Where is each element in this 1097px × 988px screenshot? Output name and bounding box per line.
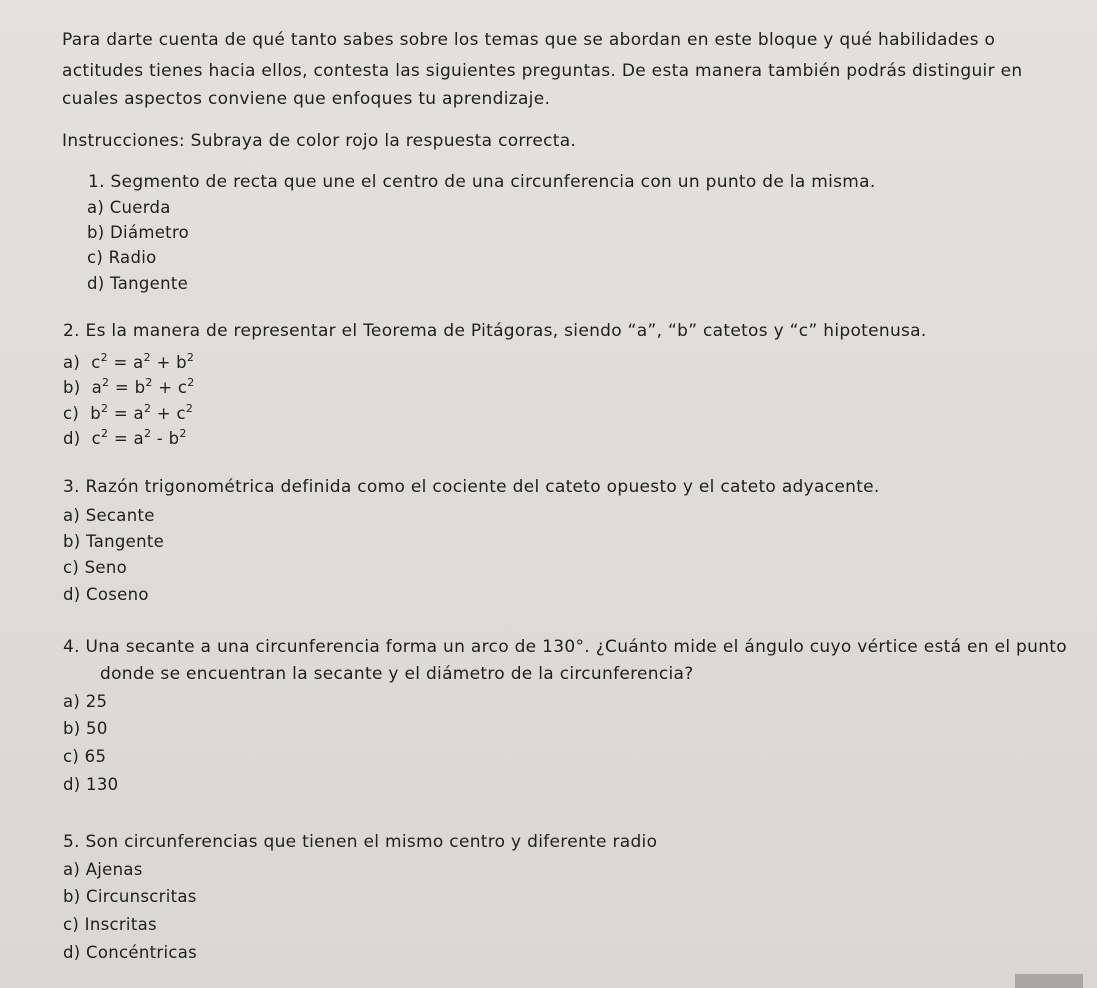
- exponent: 2: [143, 427, 152, 440]
- q5-option-d[interactable]: d) Concéntricas: [63, 943, 198, 962]
- q4-option-a[interactable]: a) 25: [63, 692, 108, 711]
- q3-option-c[interactable]: c) Seno: [63, 558, 128, 577]
- formula-term: c: [91, 429, 101, 448]
- q3-option-b[interactable]: b) Tangente: [63, 532, 165, 551]
- formula-term: b: [90, 404, 101, 423]
- formula-term: c: [177, 378, 188, 397]
- formula-term: b: [134, 378, 146, 397]
- formula-operator: +: [156, 353, 171, 372]
- formula-term: a: [133, 353, 144, 372]
- q2-option-a[interactable]: a) $c^2 = a^2 + b^2$: [63, 351, 195, 372]
- exponent: 2: [186, 351, 195, 364]
- q2-option-c[interactable]: c) $b^2 = a^2 + c^2$: [63, 402, 194, 423]
- formula-term: c: [91, 353, 101, 372]
- intro-line-2: actitudes tienes hacia ellos, contesta las siguientes preguntas. De esta manera también podrás distinguir en: [62, 61, 1023, 81]
- exponent: 2: [102, 376, 110, 389]
- formula-term: b: [168, 429, 180, 448]
- exponent: 2: [143, 402, 152, 415]
- q1-option-d[interactable]: d) Tangente: [87, 274, 189, 293]
- q5-option-a[interactable]: a) Ajenas: [63, 860, 143, 879]
- formula-term: a: [91, 378, 103, 397]
- formula-term: a: [133, 429, 144, 448]
- q3-option-d[interactable]: d) Coseno: [63, 585, 149, 604]
- question-2: 2. Es la manera de representar el Teorema de Pitágoras, siendo “a”, “b” catetos y “c” hipotenusa.: [63, 321, 927, 341]
- page-corner-shadow: [1015, 974, 1083, 988]
- exponent: 2: [187, 376, 195, 389]
- exponent: 2: [185, 402, 194, 415]
- formula-term: b: [176, 353, 187, 372]
- intro-line-1: Para darte cuenta de qué tanto sabes sobre los temas que se abordan en este bloque y qué habilidades o: [62, 30, 996, 50]
- question-5: 5. Son circunferencias que tienen el mismo centro y diferente radio: [63, 832, 658, 852]
- q1-option-c[interactable]: c) Radio: [87, 248, 157, 267]
- formula-operator: -: [156, 429, 164, 448]
- instructions: Instrucciones: Subraya de color rojo la respuesta correcta.: [62, 131, 577, 151]
- q2-option-b[interactable]: b) $a^2 = b^2 + c^2$: [63, 376, 195, 397]
- q4-option-d[interactable]: d) 130: [63, 775, 119, 794]
- q2-option-d[interactable]: d) $c^2 = a^2 - b^2$: [63, 427, 187, 448]
- q2-option-b-label: b): [63, 378, 81, 397]
- q4-option-c[interactable]: c) 65: [63, 747, 107, 766]
- q5-option-b[interactable]: b) Circunscritas: [63, 887, 197, 906]
- intro-line-3: cuales aspectos conviene que enfoques tu aprendizaje.: [62, 89, 551, 109]
- q4-option-b[interactable]: b) 50: [63, 719, 108, 738]
- question-4-line-1: 4. Una secante a una circunferencia forma un arco de 130°. ¿Cuánto mide el ángulo cuyo vértice está en el punto: [63, 637, 1067, 657]
- exponent: 2: [100, 427, 109, 440]
- exponent: 2: [100, 402, 109, 415]
- q3-option-a[interactable]: a) Secante: [63, 506, 155, 525]
- formula-operator: +: [158, 378, 173, 397]
- question-3: 3. Razón trigonométrica definida como el cociente del cateto opuesto y el cateto adyacente.: [63, 477, 880, 497]
- q5-option-c[interactable]: c) Inscritas: [63, 915, 157, 934]
- formula-term: a: [133, 404, 144, 423]
- q2-option-c-label: c): [63, 404, 80, 423]
- exponent: 2: [100, 351, 108, 364]
- q2-option-a-label: a): [63, 353, 81, 372]
- formula-term: c: [176, 404, 186, 423]
- exponent: 2: [143, 351, 151, 364]
- q1-option-a[interactable]: a) Cuerda: [87, 198, 171, 217]
- exponent: 2: [179, 427, 187, 440]
- formula-operator: +: [156, 404, 171, 423]
- q1-option-b[interactable]: b) Diámetro: [87, 223, 190, 242]
- q2-option-d-label: d): [63, 429, 81, 448]
- exponent: 2: [145, 376, 153, 389]
- question-1: 1. Segmento de recta que une el centro de una circunferencia con un punto de la misma.: [88, 172, 876, 192]
- question-4-line-2: donde se encuentran la secante y el diámetro de la circunferencia?: [100, 664, 694, 684]
